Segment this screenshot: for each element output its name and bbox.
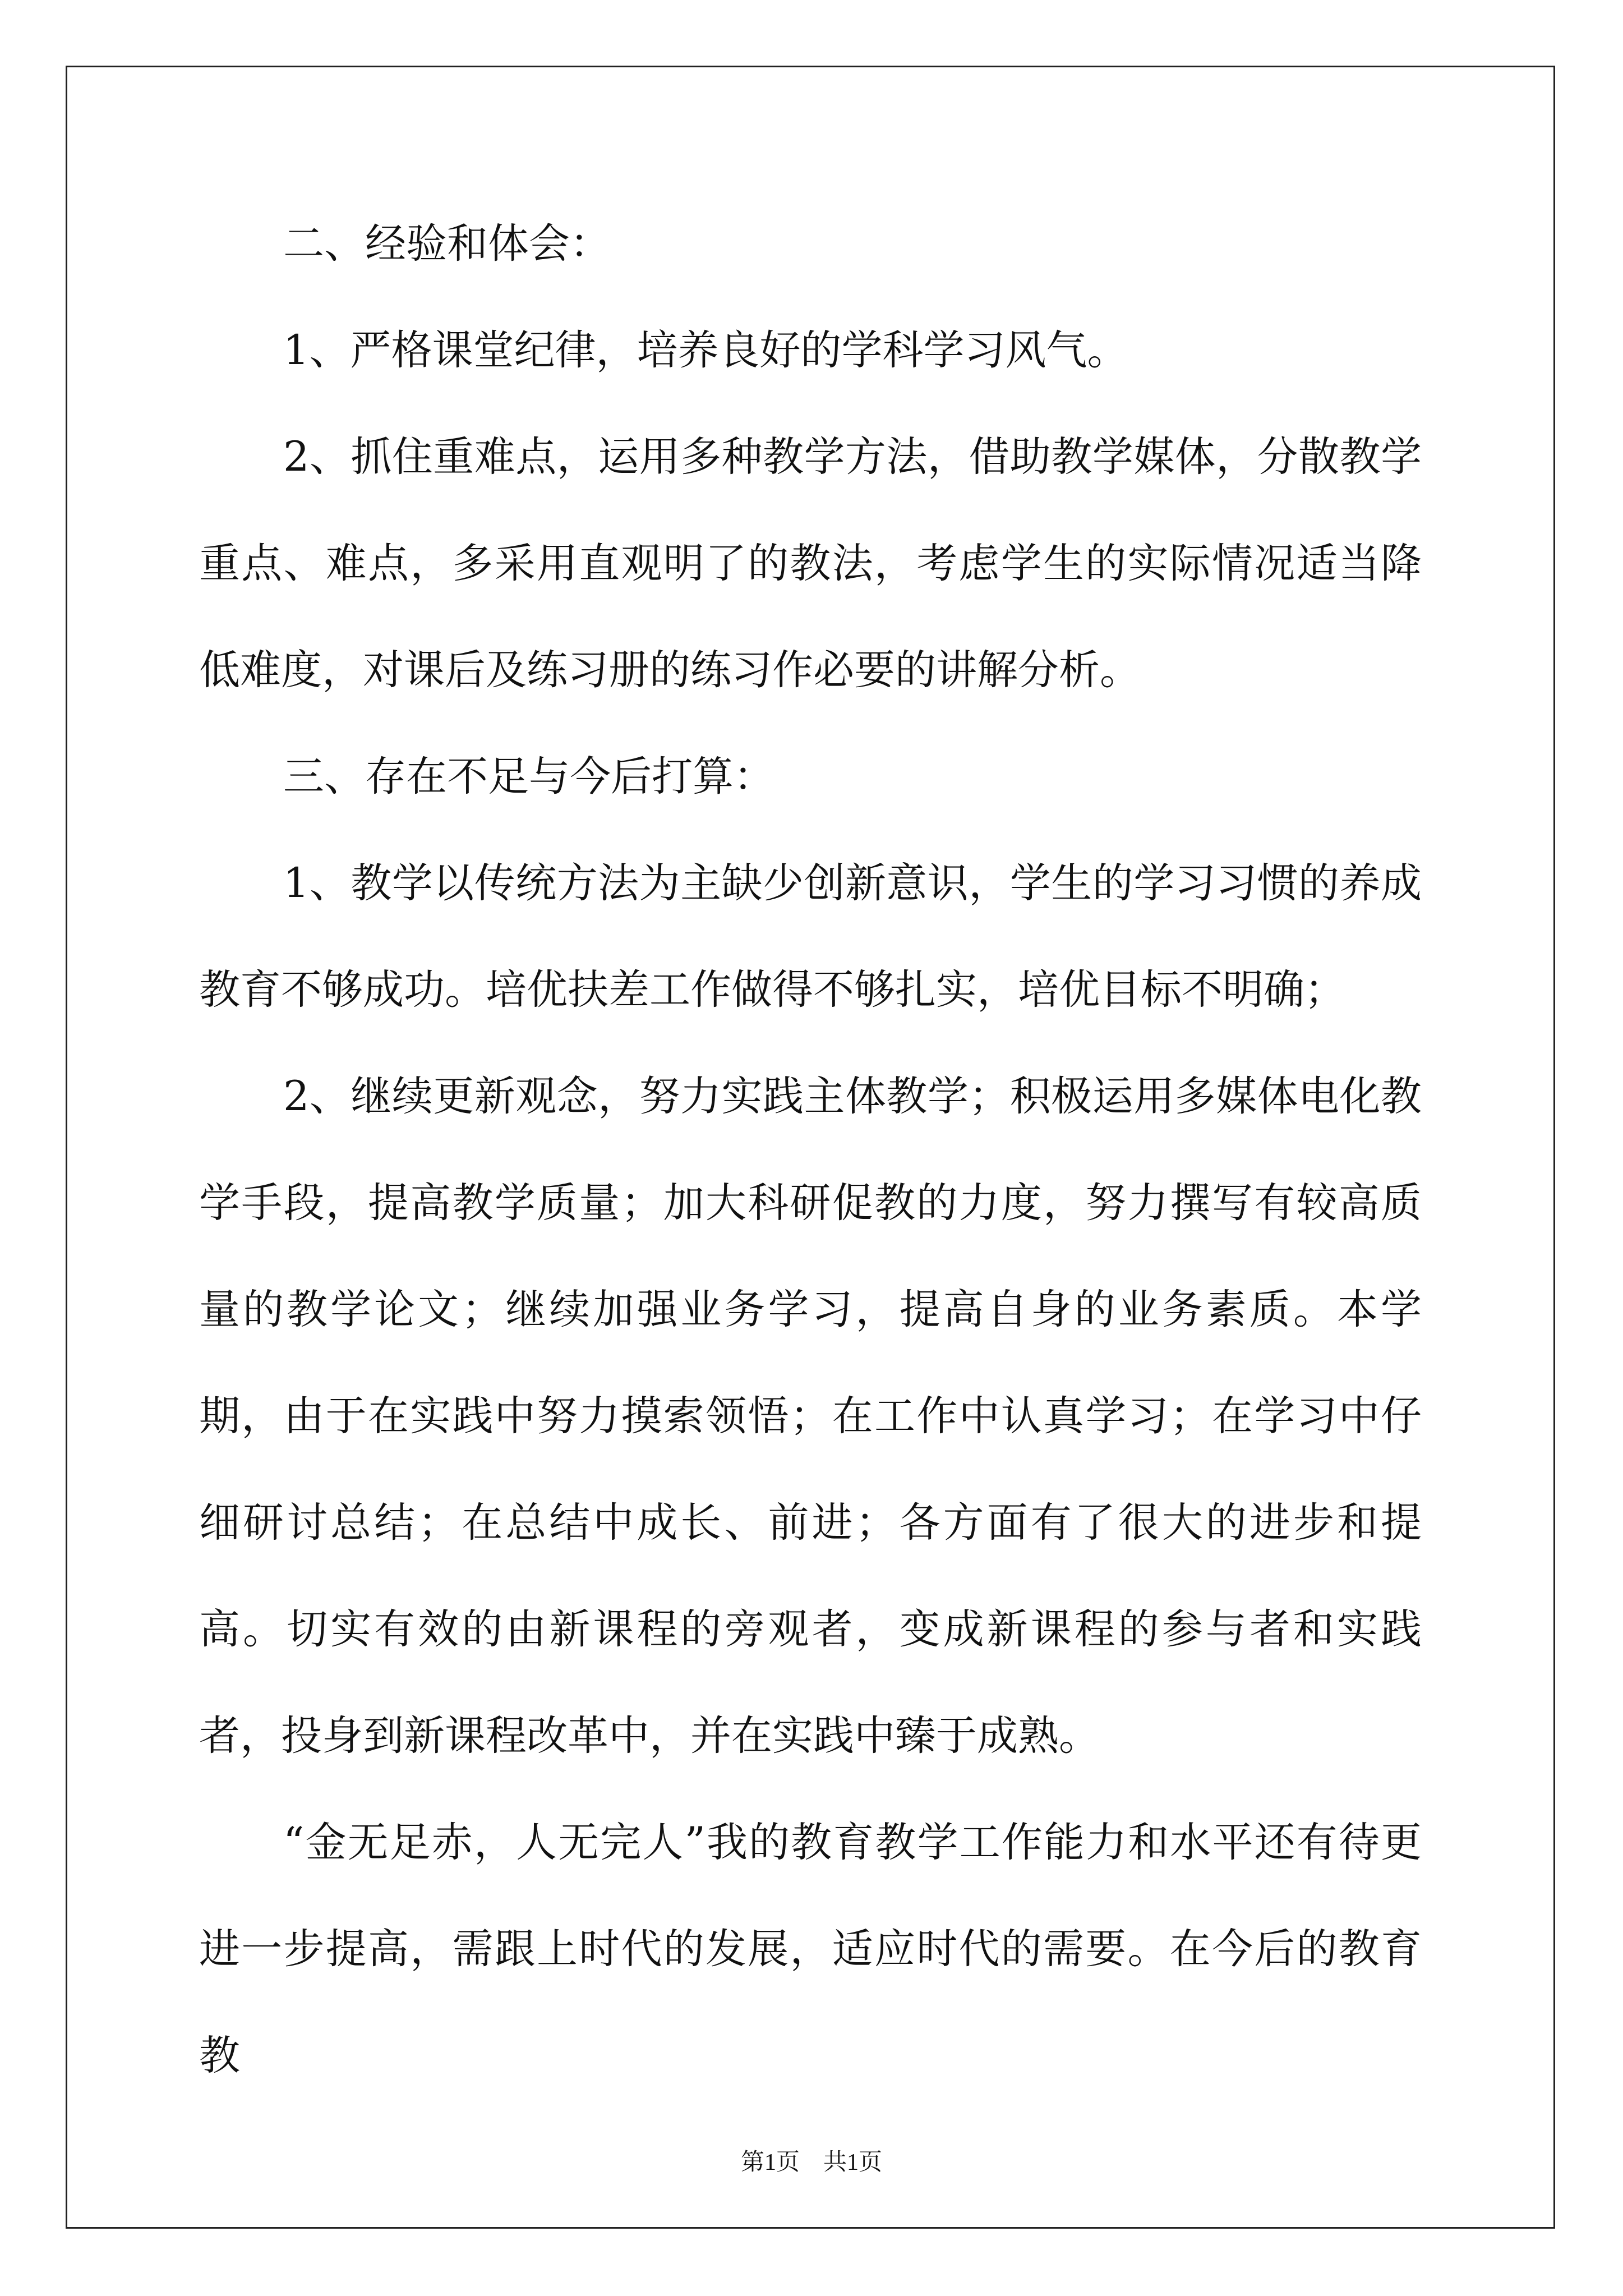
page-number-footer: 第1页 共1页 (740, 2150, 882, 2175)
paragraph-section-3-heading: 三、存在不足与今后打算： (283, 753, 774, 800)
paragraph-item: 2、抓住重难点，运用多种教学方法，借助教学媒体，分散教学重点、难点，多采用直观明了的教法，考虑学生的实际情况适当降低难度，对课后及练习册的练习作必要的讲解分析。 (199, 433, 1422, 694)
document-body (199, 191, 1422, 2109)
paragraph-item: 1、教学以传统方法为主缺少创新意识，学生的学习习惯的养成教育不够成功。培优扶差工作做得不够扎实，培优目标不明确； (199, 859, 1422, 1014)
paragraph-item: 1、严格课堂纪律，培养良好的学科学习风气。 (283, 326, 1128, 374)
paragraph-section-2-heading: 二、经验和体会： (283, 220, 611, 268)
paragraph-item: “金无足赤，人无完人”我的教育教学工作能力和水平还有待更进一步提高，需跟上时代的发展，适应时代的需要。在今后的教育教 (199, 1819, 1422, 2079)
paragraph-item: 2、继续更新观念，努力实践主体教学；积极运用多媒体电化教学手段，提高教学质量；加大科研促教的力度，努力撰写有较高质量的教学论文；继续加强业务学习，提高自身的业务素质。本学期，由于在实践中努力摸索领悟；在工作中认真学习；在学习中仔细研讨总结；在总结中成长、前进；各方面有了很大的进步和提高。切实有效的由新课程的旁观者，变成新课程的参与者和实践者，投身到新课程改革中，并在实践中臻于成熟。 (199, 1073, 1422, 1760)
